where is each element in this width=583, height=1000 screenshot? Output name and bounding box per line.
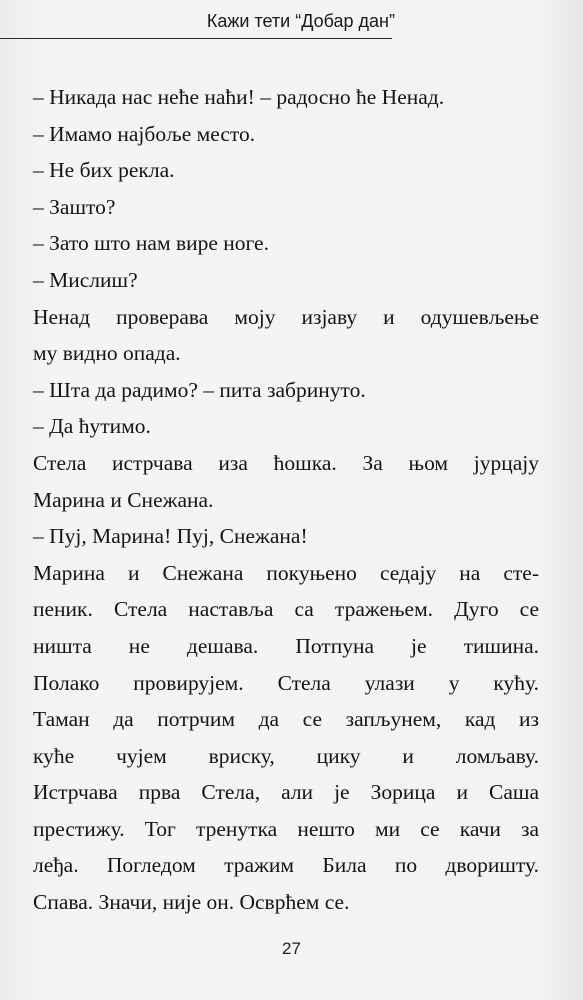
text-line: – Пуј, Марина! Пуј, Снежана! bbox=[33, 524, 308, 549]
running-header bbox=[0, 0, 583, 46]
body-text bbox=[33, 79, 539, 921]
page-number: 27 bbox=[282, 939, 301, 958]
text-line: – Шта да радимо? – пита забринуто. bbox=[33, 377, 366, 402]
text-line: – Не бих рекла. bbox=[33, 158, 175, 183]
text-line: Марина и Снежана. bbox=[33, 487, 214, 512]
text-line: му видно опада. bbox=[33, 341, 181, 366]
text-line: ништа не дешава. Потпуна је тишина. bbox=[33, 633, 539, 658]
text-line: – Мислиш? bbox=[33, 267, 138, 292]
text-line: – Имамо најбоље место. bbox=[33, 121, 256, 146]
text-line: престижу. Тог тренутка нешто ми се качи за bbox=[33, 816, 539, 841]
text-line: Истрчава прва Стела, али је Зорица и Саша bbox=[33, 780, 539, 805]
running-header-title: Кажи тети “Добар дан” bbox=[206, 11, 395, 31]
text-line: пеник. Стела наставља са тражењем. Дуго се bbox=[33, 597, 539, 622]
text-line: Марина и Снежана покуњено седају на сте- bbox=[33, 560, 539, 585]
text-line: Ненад проверава моју изјаву и одушевљење bbox=[33, 304, 539, 329]
text-line: Стела истрчава иза ћошка. За њом јурцају bbox=[33, 450, 539, 475]
text-line: – Зашто? bbox=[33, 194, 116, 219]
text-line: леђа. Погледом тражим Била по дворишту. bbox=[33, 853, 539, 878]
text-line: Таман да потрчим да се запљунем, кад из bbox=[33, 707, 539, 732]
text-line: – Никада нас неће наћи! – радосно ће Ненад. bbox=[33, 85, 445, 109]
text-line: – Зато што нам вире ноге. bbox=[33, 231, 269, 256]
text-line: – Да ћутимо. bbox=[33, 414, 151, 439]
header-rule bbox=[0, 38, 392, 39]
text-line: куће чујем вриску, цику и ломљаву. bbox=[33, 743, 539, 768]
text-line: Полако провирујем. Стела улази у кућу. bbox=[33, 670, 539, 695]
text-line: Спава. Значи, није он. Осврћем се. bbox=[33, 890, 350, 915]
